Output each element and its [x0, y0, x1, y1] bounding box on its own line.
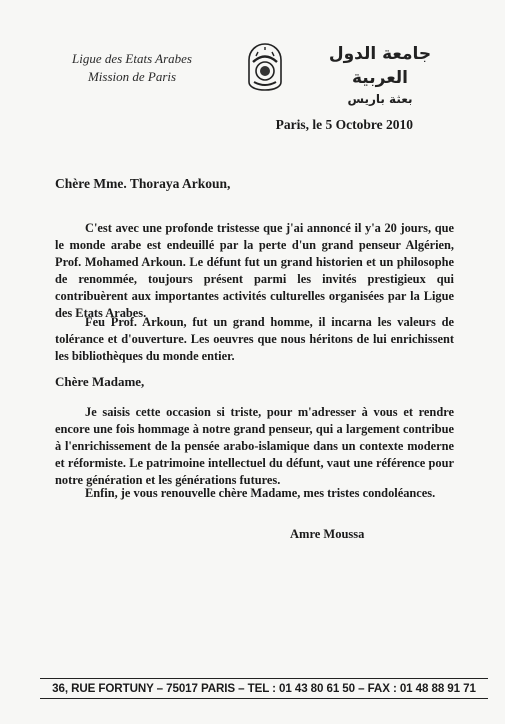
footer-rule-bottom	[40, 698, 488, 699]
arab-league-emblem-icon	[246, 42, 284, 92]
mission-name-french: Mission de Paris	[87, 69, 177, 84]
org-name-arabic: جامعة الدول العربية	[328, 44, 432, 88]
letter-date: Paris, le 5 Octobre 2010	[275, 117, 413, 132]
letterhead-arabic	[300, 42, 460, 108]
salutation-2: Chère Madame,	[55, 374, 145, 389]
org-name-french: Ligue des Etats Arabes	[71, 51, 192, 66]
paragraph-4: Enfin, je vous renouvelle chère Madame, mes tristes condoléances.	[85, 486, 436, 500]
salutation: Chère Mme. Thoraya Arkoun,	[55, 176, 231, 191]
signature-name: Amre Moussa	[290, 527, 365, 541]
footer-address: 36, RUE FORTUNY – 75017 PARIS – TEL : 01 43 80 61 50 – FAX : 01 48 88 91 71	[52, 682, 476, 695]
paragraph-1: C'est avec une profonde tristesse que j'ai annoncé il y'a 20 jours, que le monde arabe est endeuillé par la perte d'un grand penseur Algérien, Prof. Mohamed Arkoun. Le défunt fut un grand historien et un philosophe de renommée, toujours présent parmi les invités prestigieux qui contribuèrent aux importantes activités culturelles organisées par la Ligue des Etats Arabes.	[55, 221, 454, 320]
paragraph-3: Je saisis cette occasion si triste, pour m'adresser à vous et rendre encore une fois hommage à notre grand penseur, qui a largement contribue à l'enrichissement de la pensée arabo-islamique dans un contexte moderne et réformiste. Le patrimoine intellectuel du défunt, vaut une référence pour notre génération et les générations futures.	[55, 405, 454, 487]
footer-rule-top	[40, 678, 488, 679]
mission-name-arabic: بعثة باريس	[347, 92, 413, 106]
letterhead-french	[52, 50, 212, 86]
paragraph-2: Feu Prof. Arkoun, fut un grand homme, il incarna les valeurs de tolérance et d'ouverture. Les oeuvres que nous héritons de lui enrichissent les bibliothèques du monde entier.	[55, 315, 454, 363]
